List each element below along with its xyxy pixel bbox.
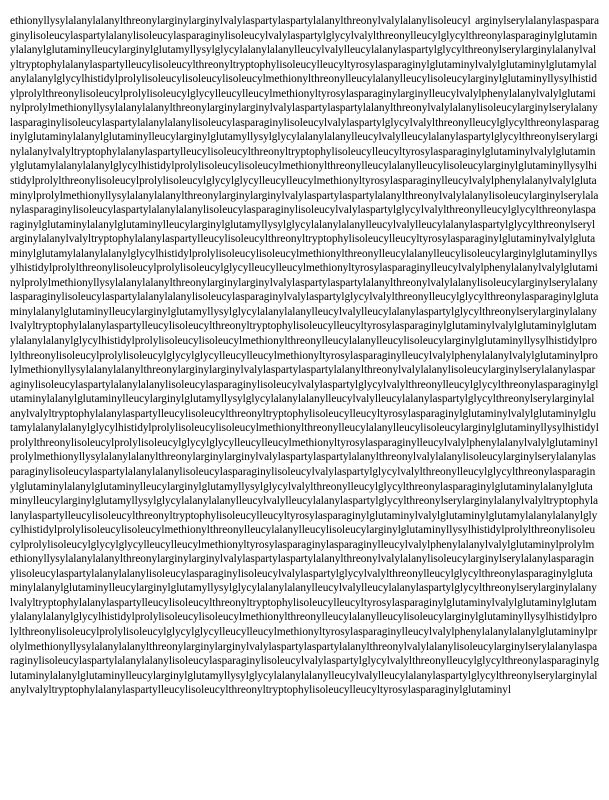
protein-sequence-paragraph: ethionyllysylalanylalanylthreonylarginylarginylvalylaspartylaspartylalanylthreonylvalylalanylisoleucyl arginylserylalanylaspasparaginylisoleucylaspartylalanylisoleucylasparaginylisoleucylvalylaspartylglycylvalylthreonylleucylglycylthreonylasparaginylglutaminylalanylglutaminylleucylarginylglutamyllysylglycylalanylalanylleucylvalylleucylalanylaspartylglycylthreonylserylarginylalanylvalyltryptophylalanylaspartylleucylisoleucylthreonyltryptophylisoleucylleucyltyrosylasparaginylglutaminylvalylglutaminylglutamylalanylalanylglycylhistidylprolylisoleucylisoleucylisoleucylmethionylthreonylleucylalanylleucylisoleucylarginylglutaminyllysylhistidylprolylthreonylisoleucylprolylisoleucylglycylleucylleucylmethionyltyrosylasparaginylarginylleucylvalylphenylalanylvalylglutaminylprolylmethionyllysylalanylalanylthreonylarginylarginylvalylaspartylaspartylalanylthreonylvalylalanylisoleucylarginylserylalanylasparaginylisoleucylaspartylalanylalanylisoleucylasparaginylisoleucylvalylaspartylglycylvalylthreonylleucylglycylthreonylasparaginylglutaminylalanylglutaminylleucylarginylglutamyllysylglycylalanylalanylleucylvalylleucylalanylaspartylglycylthreonylserylarginylalanylvalyltryptophylalanylaspartylleucylisoleucylthreonyltryptophylisoleucylleucyltyrosylasparaginylglutaminylvalylglutaminylglutamylalanylalanylglycylhistidylprolylisoleucylisoleucylmethionylthreonylleucylalanylleucylisoleucylarginylglutaminyllysylhistidylprolylthreonylisoleucylprolylisoleucylglycylglycylleucylleucylmethionyltyrosylasparaginylleucylvalylphenylalanylvalylglutaminylprolylmethionyllysylalanylalanylthreonylarginylarginylvalylaspartylaspartylalanylthreonylvalylalanylisoleucylarginylserylalanylasparaginylisoleucylaspartylalanylalanylisoleucylasparaginylisoleucylvalylaspartylglycylvalylthreonylleucylglycylthreonylasparaginylglutaminylalanylglutaminylleucylarginylglutamyllysylglycylalanylalanylleucylvalylleucylalanylaspartylglycylthreonylserylarginylalanylvalyltryptophylalanylaspartylleucylisoleucylthreonyltryptophylisoleucylleucyltyrosylasparaginylglutaminylvalylglutaminylglutamylalanylalanylglycylhistidylprolylisoleucylisoleucylmethionylthreonylleucylalanylleucylisoleucylarginylglutaminyllysylhistidylprolylthreonylisoleucylprolylisoleucylglycylleucylleucylmethionyltyrosylasparaginylleucylvalylphenylalanylvalylglutaminylprolylmethionyllysylalanylalanylthreonylarginylarginylvalylaspartylaspartylalanylthreonylvalylalanylisoleucylarginylserylalanylasparaginylisoleucylaspartylalanylalanylisoleucylasparaginylvalylaspartylglycylvalylthreonylleucylglycylthreonylasparaginylglutaminylalanylglutaminylleucylarginylglutamyllysylglycylalanylalanylleucylvalylleucylalanylaspartylglycylthreonylserylarginylalanylvalyltryptophylalanylaspartylleucylisoleucylthreonyltryptophylisoleucylleucyltyrosylasparaginylglutaminylvalylglutaminylglutamylalanylalanylglycylhistidylprolylisoleucylisoleucylmethionylthreonylleucylalanylleucylisoleucylarginylglutaminyllysylhistidylprolylthreonylisoleucylprolylisoleucylglycylglycylleucylleucylmethionyltyrosylasparaginylleucylvalylphenylalanylvalylglutaminylprolylmethionyllysylalanylalanylthreonylarginylarginylvalylaspartylaspartylalanylthreonylvalylalanylisoleucylarginylserylalanylasparaginylisoleucylaspartylalanylalanylisoleucylasparaginylisoleucylvalylaspartylglycylvalylthreonylleucylglycylthreonylasparaginylglutaminylalanylglutaminylleucylarginylglutamyllysylglycylalanylalanylleucylvalylleucylalanylaspartylglycylthreonylserylarginylalanylvalyltryptophylalanylaspartylleucylisoleucylthreonyltryptophylisoleucylleucyltyrosylasparaginylglutaminylvalylglutaminylglutamylalanylalanylglycylhistidylprolylisoleucylisoleucylmethionylthreonylleucylalanylleucylisoleucylarginylglutaminyllysylhistidylprolylthreonylisoleucylprolylisoleucylglycylglycylleucylleucylmethionyltyrosylasparaginylleucylvalylphenylalanylvalylglutaminylprolylmethionyllysylalanylalanylthreonylarginylarginylvalylaspartylaspartylalanylthreonylvalylalanylisoleucylarginylserylalanylasparaginylisoleucylaspartylalanylalanylisoleucylasparaginylisoleucylvalylaspartylglycylvalylthreonylleucylglycylthreonylasparaginylglutaminylalanylglutaminylleucylarginylglutamyllysylglycylvalylthreonylleucylglycylthreonylasparaginylglutaminylalanylglutaminylleucylarginylglutamyllysylglycylalanylalanylleucylvalylleucylalanylaspartylglycylthreonylserylarginylalanylvalyltryptophylalanylaspartylleucylisoleucylthreonyltryptophylisoleucylleucyltyrosylasparaginylglutaminylvalylglutaminylglutamylalanylalanylglycylhistidylprolylisoleucylisoleucylmethionylthreonylleucylalanylleucylisoleucylarginylglutaminyllysylhistidylprolylthreonylisoleucylprolylisoleucylglycylglycylleucylleucylmethionyltyrosylasparaginylasparaginylleucylvalylphenylalanylvalylglutaminylprolylmethionyllysylalanylalanylthreonylarginylarginylvalylaspartylaspartylalanylthreonylvalylalanylisoleucylarginylserylalanylasparaginylisoleucylaspartylalanylalanylisoleucylasparaginylisoleucylvalylaspartylglycylvalylthreonylleucylglycylthreonylasparaginylglutaminylalanylglutaminylleucylarginylglutamyllysylglycylalanylalanylleucylvalylleucylalanylaspartylglycylthreonylserylarginylalanylvalyltryptophylalanylaspartylleucylisoleucylthreonyltryptophylisoleucylleucyltyrosylasparaginylglutaminylvalylglutaminylglutamylalanylalanylglycylhistidylprolylisoleucylisoleucylmethionylthreonylleucylalanylleucylisoleucylarginylglutaminyllysylhistidylprolylthreonylisoleucylprolylisoleucylglycylglycylleucylleucylmethionyltyrosylasparaginylleucylvalylphenylalanylalanylglutaminylprolylmethionyllysylalanylalanylthreonylarginylarginylvalylaspartylaspartylalanylthreonylvalylalanylisoleucylarginylserylalanylasparaginylisoleucylaspartylalanylalanylisoleucylasparaginylisoleucylvalylaspartylglycylvalylthreonylleucylglycylthreonylasparaginylglutaminylalanylglutaminylleucylarginylglutamyllysylglycylalanylalanylleucylvalylleucylalanylaspartylglycylthreonylserylarginylalanylvalyltryptophylalanylaspartylleucylisoleucylthreonyltryptophylisoleucylleucyltyrosylasparaginylglutaminyl bbox=[10, 15, 599, 697]
